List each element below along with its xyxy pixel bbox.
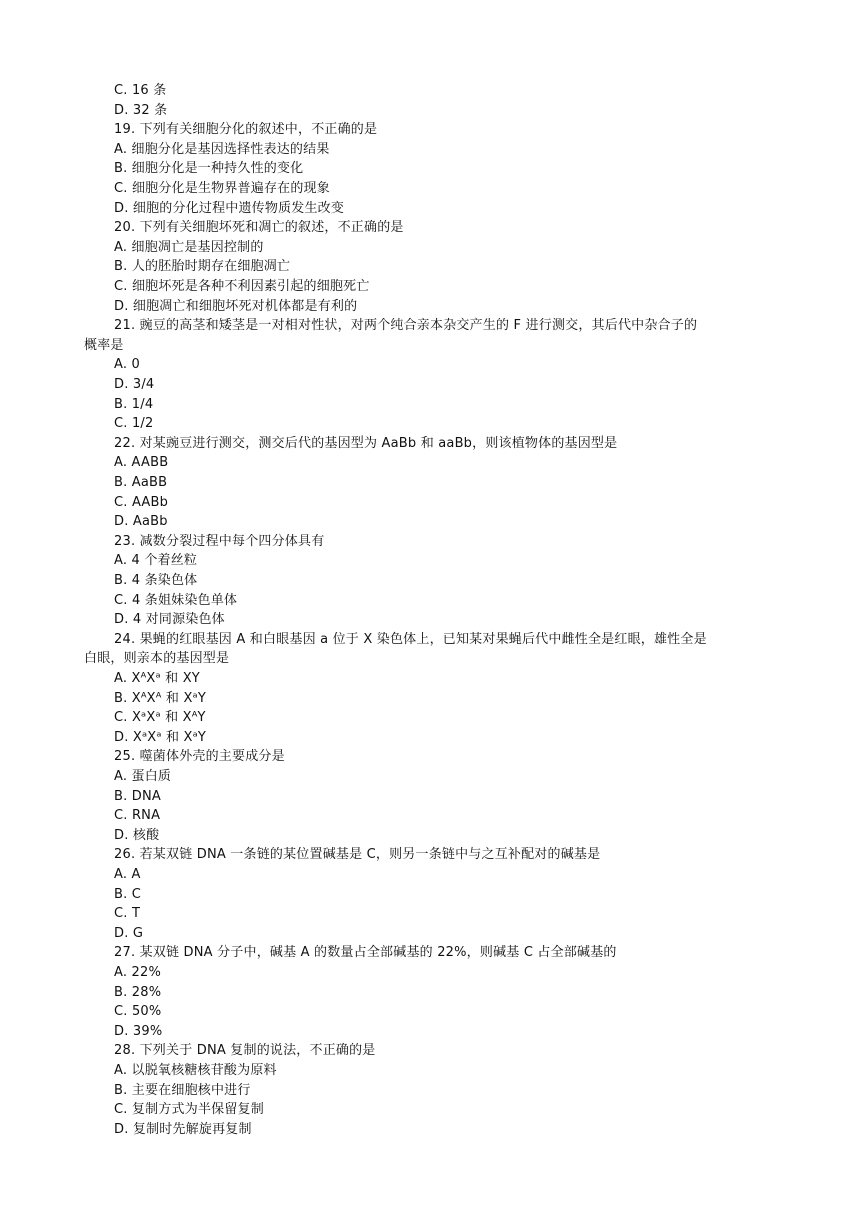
answer-option: A. 细胞分化是基因选择性表达的结果: [114, 141, 330, 157]
question-stem: 24. 果蝇的红眼基因 A 和白眼基因 a 位于 X 染色体上，已知某对果蝇后代中雌性全是红眼，雄性全是: [114, 631, 707, 647]
answer-option: A. AABB: [114, 455, 169, 471]
answer-option: A. 蛋白质: [114, 769, 172, 784]
answer-option: C. T: [114, 906, 141, 922]
answer-option: D. 复制时先解旋再复制: [114, 1121, 252, 1137]
question-stem-continued: 概率是: [84, 337, 124, 353]
answer-option: B. 1/4: [114, 396, 154, 412]
answer-option: A. 0: [114, 357, 141, 373]
question-stem: 28. 下列关于 DNA 复制的说法，不正确的是: [114, 1043, 376, 1059]
answer-option: B. AaBB: [114, 475, 168, 490]
answer-option: D. 32 条: [114, 102, 168, 118]
answer-option: C. 4 条姐妹染色单体: [114, 592, 238, 608]
answer-option: A. A: [114, 867, 141, 882]
question-stem: 23. 减数分裂过程中每个四分体具有: [114, 533, 325, 549]
answer-option: A. XᴬXᵃ 和 XY: [114, 671, 200, 686]
answer-option: A. 以脱氧核糖核苷酸为原料: [114, 1063, 277, 1078]
answer-option: B. 主要在细胞核中进行: [114, 1082, 251, 1098]
answer-option: D. 核酸: [114, 827, 160, 843]
question-stem: 20. 下列有关细胞坏死和凋亡的叙述，不正确的是: [114, 220, 404, 236]
answer-option: C. RNA: [114, 808, 161, 824]
answer-option: C. 16 条: [114, 83, 167, 98]
answer-option: B. DNA: [114, 788, 162, 804]
answer-option: C. 细胞分化是生物界普遍存在的现象: [114, 181, 330, 196]
answer-option: D. 39%: [114, 1023, 163, 1039]
question-stem-continued: 白眼，则亲本的基因型是: [84, 651, 230, 667]
answer-option: D. 细胞凋亡和细胞坏死对机体都是有利的: [114, 298, 358, 314]
answer-option: D. 细胞的分化过程中遗传物质发生改变: [114, 200, 345, 216]
question-stem: 26. 若某双链 DNA 一条链的某位置碱基是 C，则另一条链中与之互补配对的碱基是: [114, 847, 601, 863]
answer-option: B. C: [114, 886, 142, 902]
answer-option: B. 28%: [114, 984, 162, 1000]
answer-option: B. XᴬXᴬ 和 XᵃY: [114, 690, 206, 706]
answer-option: D. 3/4: [114, 377, 155, 392]
answer-option: D. AaBb: [114, 514, 168, 530]
answer-option: B. 4 条染色体: [114, 573, 198, 588]
answer-option: D. G: [114, 925, 144, 941]
answer-option: C. XᵃXᵃ 和 XᴬY: [114, 710, 206, 726]
question-stem: 21. 豌豆的高茎和矮茎是一对相对性状，对两个纯合亲本杂交产生的 F 进行测交，其后代中杂合子的: [114, 318, 698, 334]
answer-option: C. 50%: [114, 1004, 162, 1020]
answer-option: A. 细胞凋亡是基因控制的: [114, 239, 264, 255]
answer-option: B. 细胞分化是一种持久性的变化: [114, 161, 304, 177]
question-stem: 22. 对某豌豆进行测交，测交后代的基因型为 AaBb 和 aaBb，则该植物体的基因型是: [114, 435, 618, 451]
answer-option: C. AABb: [114, 494, 169, 510]
answer-option: A. 22%: [114, 965, 162, 980]
answer-option: C. 复制方式为半保留复制: [114, 1102, 264, 1118]
question-stem: 19. 下列有关细胞分化的叙述中，不正确的是: [114, 122, 378, 138]
question-stem: 27. 某双链 DNA 分子中，碱基 A 的数量占全部碱基的 22%，则碱基 C 占全部碱基的: [114, 945, 617, 961]
answer-option: B. 人的胚胎时期存在细胞凋亡: [114, 259, 291, 275]
answer-option: C. 1/2: [114, 416, 154, 432]
answer-option: A. 4 个着丝粒: [114, 553, 198, 569]
answer-option: D. XᵃXᵃ 和 XᵃY: [114, 729, 207, 745]
answer-option: C. 细胞坏死是各种不利因素引起的细胞死亡: [114, 279, 370, 294]
answer-option: D. 4 对同源染色体: [114, 612, 225, 628]
question-stem: 25. 噬菌体外壳的主要成分是: [114, 749, 285, 765]
